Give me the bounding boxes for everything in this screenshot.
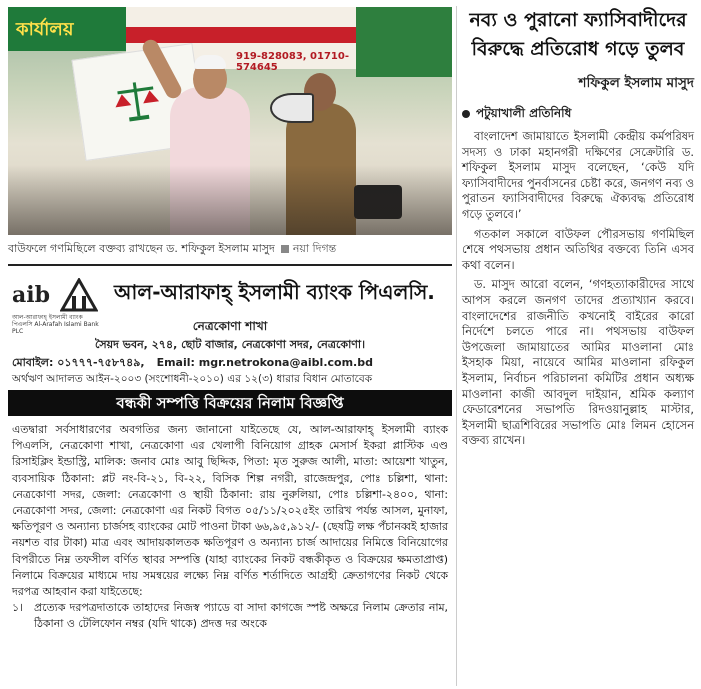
reporter-name: পটুয়াখালী প্রতিনিধি — [476, 106, 572, 120]
square-bullet-icon — [281, 245, 289, 253]
byline: শফিকুল ইসলাম মাসুদ — [578, 75, 694, 91]
megaphone-icon — [270, 93, 314, 123]
contact-line — [12, 354, 373, 373]
notice-title: বন্ধকী সম্পত্তি বিক্রয়ের নিলাম বিজ্ঞপ্তি — [8, 390, 452, 416]
banner-phone-right: 919-828083, 01710-574645 — [236, 51, 349, 73]
branch-name: নেত্রকোণা শাখা — [192, 319, 268, 333]
condition-text: প্রত্যেক দরপত্রদাতাকে তাহাদের নিজস্ব প্যাডে বা সাদা কাগজে স্পষ্ট অক্ষরে নিলাম ক্রেতার নাম, ঠিকানা ও টেলিফোন নম্বর (যদি থাকে) প্রদত্ত দর অংকে — [34, 601, 448, 631]
condition-number: ১। — [12, 601, 23, 615]
bank-logo-icon — [60, 278, 98, 312]
story-body — [462, 129, 694, 449]
logo-subtitle: আল-আরাফাহ্ ইসলামী ব্যাংক পিএলসি Al-Arafah Islami Bank PLC — [12, 314, 99, 335]
reporter-line — [462, 105, 694, 125]
scale-icon — [110, 75, 164, 125]
news-photo — [8, 7, 452, 235]
bank-name: আল-আরাফাহ্ ইসলামী ব্যাংক পিএলসি. — [114, 280, 435, 304]
banner-sign-left — [8, 7, 126, 51]
photo-credit: নয়া দিগন্ত — [292, 242, 337, 255]
law-reference: অর্থঋণ আদালত আইন-২০০৩ (সংশোধনী-২০১০) এর ১২(৩) ধারার বিধান মোতাবেক — [12, 373, 373, 385]
column-divider — [456, 6, 457, 686]
notice-paragraph: এতদ্বারা সর্বসাধারণের অবগতির জন্য জানানো যাইতেছে যে, আল-আরাফাহ্ ইসলামী ব্যাংক পিএলসি, নেত্রকোণা শাখা, নেত্রকোণা এর খেলাপী বিনিয়োগ গ্রাহক মেসার্স ইকরা প্লাস্টিক এণ্ড রিসাইক্লিং ইন্ডাস্ট্রি, মালিক: জনাব মোঃ আবু ছিদ্দিক, পিতা: মৃত সুরুজ আলী, মাতা: আয়েশা খাতুন, ব্যবসায়িক ঠিকানা: প্লট নং-বি-২১, বি-২২, বিসিক শিল্প নগরী, রাজেন্দ্রপুর, পোঃ চল্লিশা, থানা: নেত্রকোণা সদর, জেলা: নেত্রকোণা ও স্থায়ী ঠিকানা: রায় নুরুলিয়া, পোঃ চল্লিশা-২৪০০, থানা: নেত্রকোণা সদর, জেলা: নেত্রকোণা এর নিকট বিগত ০৫/১১/২০২৫ইং তারিখ পর্যন্ত আসল, মুনাফা, ক্ষতিপূরণ ও অন্যান্য চার্জসহ ব্যাংকের মোট পাওনা টাকা ৬৬,৯৫,৯১২/- (ছেষট্টি লক্ষ পঁচানব্বই হাজার নয়শত বার টাকা) মাত্র এবং আদায়কালতক ক্ষতিপূরণ ও অন্যান্য চার্জ আদায়ের নিমিত্তে বিনিয়োগের বিপরীতে নিম্ন তফসীল বর্ণিত স্থাবর সম্পত্তি (যাহা ব্যাংকের নিকট বন্ধকীকৃত ও বিক্রয়ের ক্ষমতাপ্রাপ্ত) নিলামে বিক্রয়ের মাধ্যমে দায় সমন্বয়ের লক্ষ্যে নিম্ন বর্ণিত শর্তাদিতে আগ্রহী ক্রেতাগণের নিকট থেকে দরপত্র আহবান করা যাইতেছে: — [12, 423, 448, 599]
headline: নব্য ও পুরানো ফ্যাসিবাদীদের বিরুদ্ধে প্রতিরোধ গড়ে তুলব — [469, 9, 687, 60]
photo-caption — [8, 240, 452, 259]
notice-condition-item — [12, 600, 448, 632]
bullet-icon — [462, 110, 470, 118]
story-paragraph: ড. মাসুদ আরো বলেন, ‘গণহত্যাকারীদের সাথে আপস করলে জনগণ তাদের প্রত্যাখ্যান করবে। বাংলাদেশের রাজনীতি কখনোই বাইরের কারো নির্দেশে চলতে পারে না। পথসভায় বাউফল উপজেলা জামায়াতের আমির মাওলানা মোঃ ইসহাক মিয়া, নায়েবে আমির মাওলানা রফিকুল ইসলাম, নির্বাচন পরিচালনা কমিটির প্রধান অধ্যক্ষ মাওলানা কাজী আবদুল দাইয়ান, শ্রমিক কল্যাণ ফেডারেশনের সভাপতি রিদওয়ানুল্লাহ মাস্টার, ইসলামী ছাত্রশিবিরের সভাপতি মোঃ লিমন হোসেন বক্তব্য রাখেন। — [462, 277, 694, 448]
email-address: Email: mgr.netrokona@aibl.com.bd — [156, 356, 373, 369]
notice-body — [12, 422, 448, 633]
mobile-number: মোবাইল: ০১৭৭৭-৭৫৮৭৪৯, — [12, 356, 145, 369]
crowd — [8, 165, 452, 235]
story-paragraph: বাংলাদেশ জামায়াতে ইসলামী কেন্দ্রীয় কর্মপরিষদ সদস্য ও ঢাকা মহানগরী দক্ষিণের সেক্রেটারি ড. শফিকুল ইসলাম মাসুদ বলেছেন, ‘কেউ যদি ফ্যাসিবাদীদের পুনর্বাসনের চেষ্টা করে, জনগণ নব্য ও পুরাতন ফ্যাসিবাদীদের বিরুদ্ধে ঐক্যবদ্ধ প্রতিরোধ গড়ে তুলবে।’ — [462, 129, 694, 221]
caption-text: বাউফলে গণমিছিলে বক্তব্য রাখছেন ড. শফিকুল ইসলাম মাসুদ — [8, 242, 275, 255]
speaker-cap — [194, 55, 226, 69]
story-paragraph: গতকাল সকালে বাউফল পৌরসভায় গণমিছিল শেষে পথসভায় প্রধান অতিথির বক্তব্যে তিনি এসব কথা বলেন। — [462, 226, 694, 272]
auction-notice-ad — [8, 264, 452, 688]
banner-strip — [126, 27, 356, 43]
banner-sign-right — [356, 7, 452, 77]
news-article — [462, 6, 694, 453]
banner-sign-text: কার্যালয় — [16, 19, 74, 40]
logo-text: aib — [12, 282, 50, 308]
branch-address: সৈয়দ ভবন, ২৭৪, ছোট বাজার, নেত্রকোণা সদর, নেত্রকোণা। — [94, 338, 366, 351]
